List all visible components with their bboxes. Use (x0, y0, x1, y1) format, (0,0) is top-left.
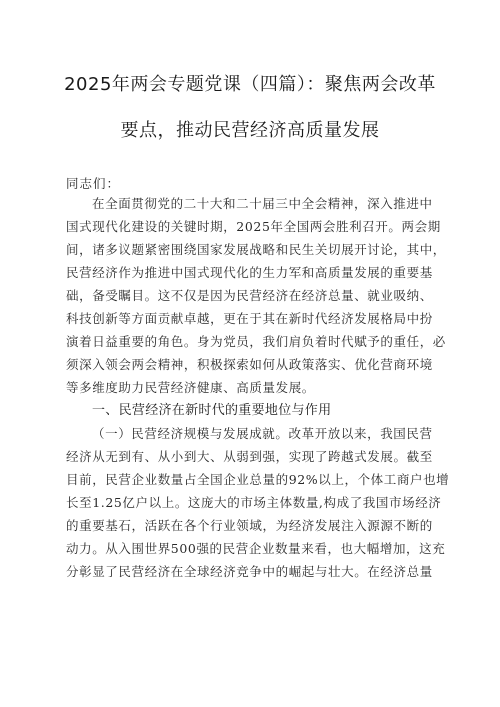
paragraph-line: 科技创新等方面贡献卓越，更在于其在新时代经济发展格局中扮 (66, 311, 433, 326)
paragraph-line: 础，备受瞩目。这不仅是因为民营经济在经济总量、就业吸纳、 (66, 288, 433, 303)
paragraph-line: 演着日益重要的角色。身为党员，我们肩负着时代赋予的重任，必 (66, 334, 446, 349)
paragraph-line: （一）民营经济规模与发展成就。改革开放以来，我国民营 (92, 426, 433, 441)
document-title-line-1: 2025年两会专题党课（四篇）：聚焦两会改革 (64, 74, 436, 95)
paragraph-line: 经济从无到有、从小到大、从弱到强，实现了跨越式发展。截至 (66, 449, 433, 464)
paragraph-line: 动力。从入围世界500强的民营企业数量来看，也大幅增加，这充 (66, 541, 446, 556)
paragraph-line: 国式现代化建设的关键时期，2025年全国两会胜利召开。两会期 (66, 219, 441, 234)
paragraph-line: 须深入领会两会精神，积极探索如何从政策落实、优化营商环境 (66, 357, 433, 372)
paragraph-line: 长至1.25亿户以上。这庞大的市场主体数量,构成了我国市场经济 (66, 495, 442, 510)
document-title-line-2: 要点，推动民营经济高质量发展 (120, 120, 380, 141)
paragraph-line: 间，诸多议题紧密围绕国家发展战略和民生关切展开讨论，其中， (66, 242, 446, 257)
paragraph-line: 目前，民营企业数量占全国企业总量的92%以上，个体工商户也增 (66, 472, 450, 487)
body-text (66, 192, 450, 583)
section-heading: 一、民营经济在新时代的重要地位与作用 (92, 403, 332, 418)
paragraph-line: 等多维度助力民营经济健康、高质量发展。 (66, 380, 315, 395)
paragraph-line: 民营经济作为推进中国式现代化的生力军和高质量发展的重要基 (66, 265, 433, 280)
salutation: 同志们： (66, 176, 121, 191)
paragraph-line: 在全面贯彻党的二十大和二十届三中全会精神，深入推进中 (92, 196, 433, 211)
paragraph-line: 的重要基石，活跃在各个行业领域，为经济发展注入源源不断的 (66, 518, 433, 533)
paragraph-line: 分彰显了民营经济在全球经济竞争中的崛起与壮大。在经济总量 (66, 564, 433, 579)
